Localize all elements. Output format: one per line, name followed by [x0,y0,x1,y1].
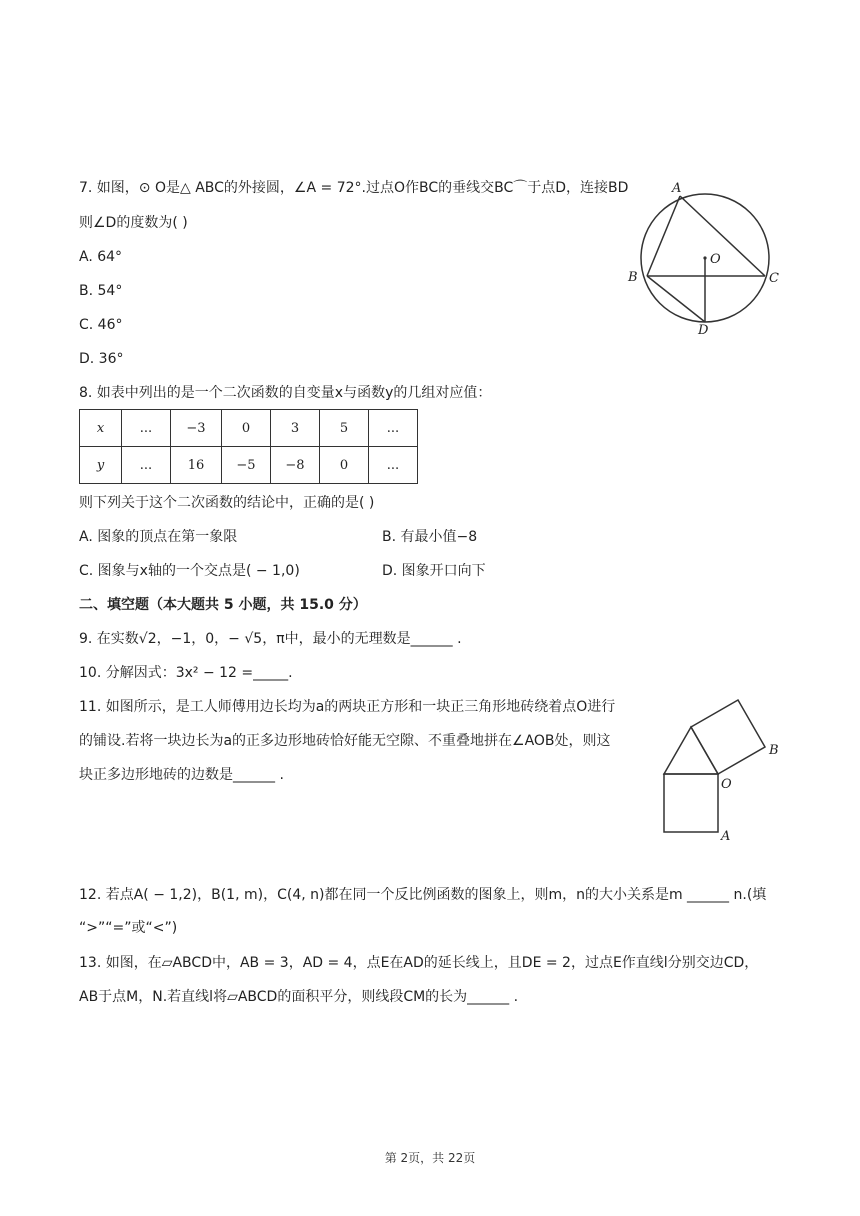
q7-stem-line1: 7. 如图，⊙ O是△ ABC的外接圆，∠A = 72°.过点O作BC的垂线交BC⌒于点D，连接BD [79,180,629,196]
q7-option-c: C. 46° [79,317,123,333]
q11-label-b: B [769,743,779,758]
table-cell: 3 [271,410,320,447]
q11-label-a: A [721,829,731,844]
q11-tiles-figure [655,690,785,845]
q8-option-c: C. 图象与x轴的一个交点是( − 1,0) [79,563,300,579]
q7-option-a: A. 64° [79,249,123,265]
q13-line1: 13. 如图，在▱ABCD中，AB = 3，AD = 4，点E在AD的延长线上，且DE = 2，过点E作直线l分别交边CD， [79,955,759,971]
table-row-y [80,447,418,484]
table-cell: y [80,447,122,484]
q8-option-a: A. 图象的顶点在第一象限 [79,529,238,545]
q7-label-o: O [710,252,721,267]
q7-label-a: A [672,181,682,196]
q8-stem: 8. 如表中列出的是一个二次函数的自变量x与函数y的几组对应值： [79,385,492,401]
table-cell: 0 [320,447,369,484]
q7-option-b: B. 54° [79,283,123,299]
table-cell: 16 [171,447,222,484]
table-cell: 0 [222,410,271,447]
table-cell: x [80,410,122,447]
q7-label-d: D [698,323,709,338]
table-cell: ... [122,447,171,484]
q11-line2: 的铺设.若将一块边长为a的正多边形地砖恰好能无空隙、不重叠地拼在∠AOB处，则这 [79,733,611,749]
table-cell: 5 [320,410,369,447]
q12-line2: “>”“=”或“<”) [79,920,178,936]
q11-label-o: O [721,777,732,792]
section-heading: 二、填空题（本大题共 5 小题，共 15.0 分） [79,597,367,613]
table-cell: ... [369,410,418,447]
q11-line1: 11. 如图所示，是工人师傅用边长均为a的两块正方形和一块正三角形地砖绕着点O进行 [79,699,616,715]
q7-stem-line2: 则∠D的度数为( ) [79,215,188,231]
q12-line1: 12. 若点A( − 1,2)，B(1, m)，C(4, n)都在同一个反比例函数的图象上，则m，n的大小关系是m ______ n.(填 [79,887,767,903]
table-cell: ... [369,447,418,484]
table-row-x [80,410,418,447]
page-footer: 第 2页，共 22页 [384,1151,476,1165]
q7-option-d: D. 36° [79,351,124,367]
q8-question: 则下列关于这个二次函数的结论中，正确的是( ) [79,495,375,511]
table-cell: −8 [271,447,320,484]
q7-label-b: B [628,270,638,285]
table-cell: −5 [222,447,271,484]
q13-line2: AB于点M，N.若直线l将▱ABCD的面积平分，则线段CM的长为______ . [79,989,519,1005]
q8-option-b: B. 有最小值−8 [382,529,478,545]
table-cell: ... [122,410,171,447]
q10-text: 10. 分解因式：3x² − 12 =_____. [79,665,293,681]
q8-option-d: D. 图象开口向下 [382,563,486,579]
q9-text: 9. 在实数√2，−1，0，− √5，π中，最小的无理数是______ . [79,631,462,647]
q11-line3: 块正多边形地砖的边数是______ . [79,767,284,783]
table-cell: −3 [171,410,222,447]
q7-label-c: C [769,271,779,286]
q8-value-table [79,409,418,484]
q7-circle-figure [620,178,790,338]
